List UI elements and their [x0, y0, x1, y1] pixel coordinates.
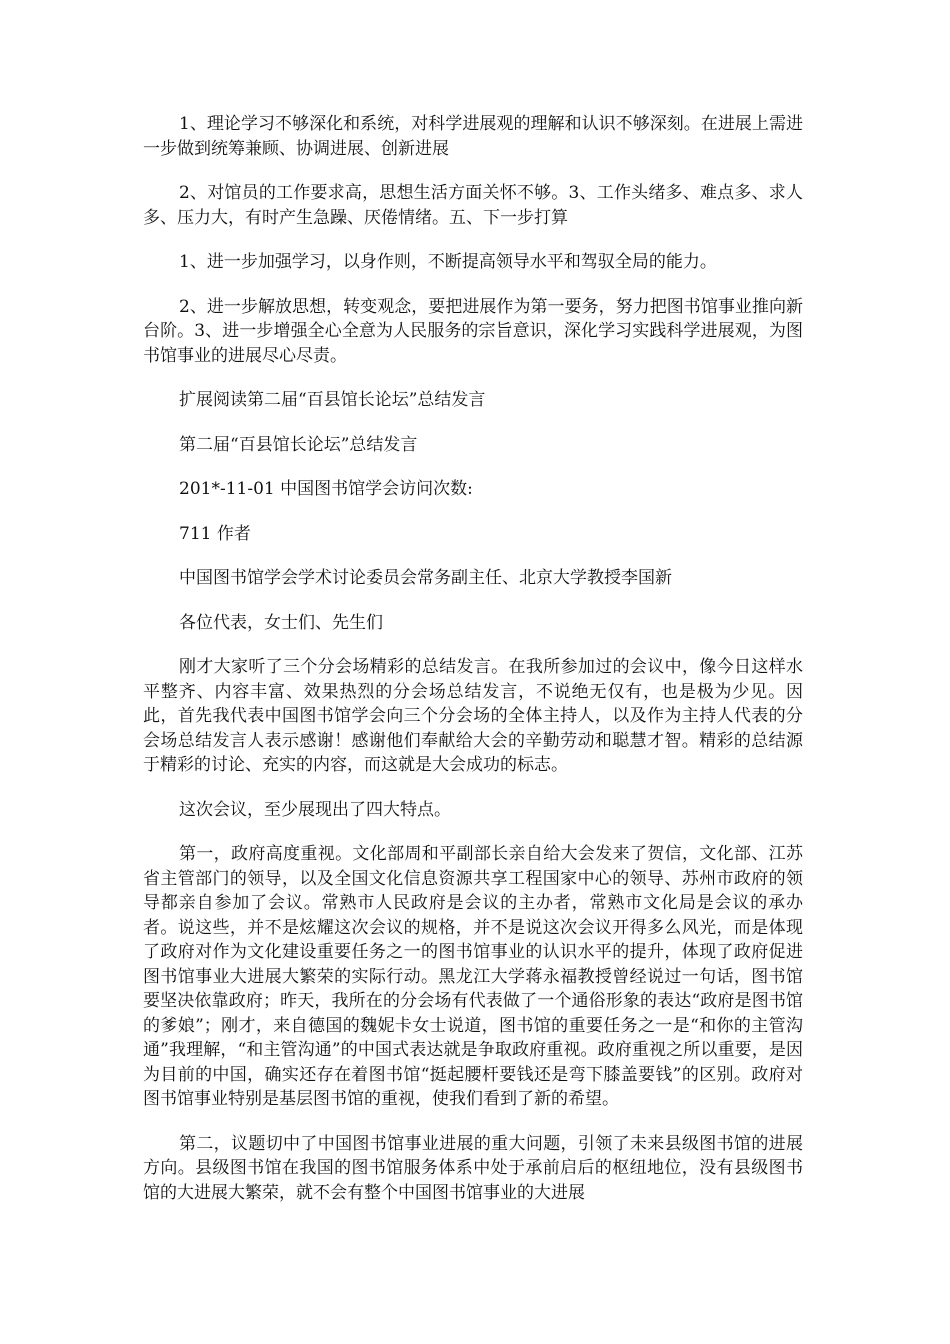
- article-meta-author: 711 作者: [179, 523, 251, 544]
- paragraph: 第一，政府高度重视。文化部周和平副部长亲自给大会发来了贺信，文化部、江苏省主管部门的领导，以及全国文化信息资源共享工程国家中心的领导、苏州市政府的领导都亲自参加了会议。常熟市人民政府是会议的主办者，常熟市文化局是会议的承办者。说这些，并不是炫耀这次会议的规格，并不是说这次会议开得多么风光，而是体现了政府对作为文化建设重要任务之一的图书馆事业的认识水平的提升，体现了政府促进图书馆事业大进展大繁荣的实际行动。黑龙江大学蒋永福教授曾经说过一句话，图书馆要坚决依靠政府；昨天，我所在的分会场有代表做了一个通俗形象的表达“政府是图书馆的爹娘”；刚才，来自德国的魏妮卡女士说道，图书馆的重要任务之一是“和你的主管沟通”我理解，“和主管沟通”的中国式表达就是争取政府重视。政府重视之所以重要，是因为目前的中国，确实还存在着图书馆“挺起腰杆要钱还是弯下膝盖要钱”的区别。政府对图书馆事业特别是基层图书馆的重视，使我们看到了新的希望。: [143, 844, 803, 1109]
- article-title: 第二届“百县馆长论坛”总结发言: [179, 434, 418, 455]
- article-meta-date: 201*-11-01 中国图书馆学会访问次数:: [179, 479, 473, 499]
- salutation: 各位代表，女士们、先生们: [179, 612, 383, 633]
- paragraph: 刚才大家听了三个分会场精彩的总结发言。在我所参加过的会议中，像今日这样水平整齐、内容丰富、效果热烈的分会场总结发言，不说绝无仅有，也是极为少见。因此，首先我代表中国图书馆学会向三个分会场的全体主持人，以及作为主持人代表的分会场总结发言人表示感谢！感谢他们奉献给大会的辛勤劳动和聪慧才智。精彩的总结源于精彩的讨论、充实的内容，而这就是大会成功的标志。: [143, 657, 803, 775]
- paragraph: 2、进一步解放思想，转变观念，要把进展作为第一要务，努力把图书馆事业推向新台阶。3、进一步增强全心全意为人民服务的宗旨意识，深化学习实践科学进展观，为图书馆事业的进展尽心尽责。: [143, 296, 803, 366]
- section-heading: 扩展阅读第二届“百县馆长论坛”总结发言: [179, 390, 486, 410]
- document-page: [143, 112, 803, 1225]
- paragraph: 1、理论学习不够深化和系统，对科学进展观的理解和认识不够深刻。在进展上需进一步做到统筹兼顾、协调进展、创新进展: [143, 114, 803, 159]
- paragraph: 第二，议题切中了中国图书馆事业进展的重大问题，引领了未来县级图书馆的进展方向。县级图书馆在我国的图书馆服务体系中处于承前启后的枢纽地位，没有县级图书馆的大进展大繁荣，就不会有整个中国图书馆事业的大进展: [143, 1133, 803, 1203]
- author-affiliation: 中国图书馆学会学术讨论委员会常务副主任、北京大学教授李国新: [179, 568, 672, 588]
- paragraph: 2、对馆员的工作要求高，思想生活方面关怀不够。3、工作头绪多、难点多、求人多、压力大，有时产生急躁、厌倦情绪。五、下一步打算: [143, 183, 803, 228]
- paragraph: 这次会议，至少展现出了四大特点。: [179, 799, 451, 820]
- paragraph: 1、进一步加强学习，以身作则，不断提高领导水平和驾驭全局的能力。: [179, 252, 717, 272]
